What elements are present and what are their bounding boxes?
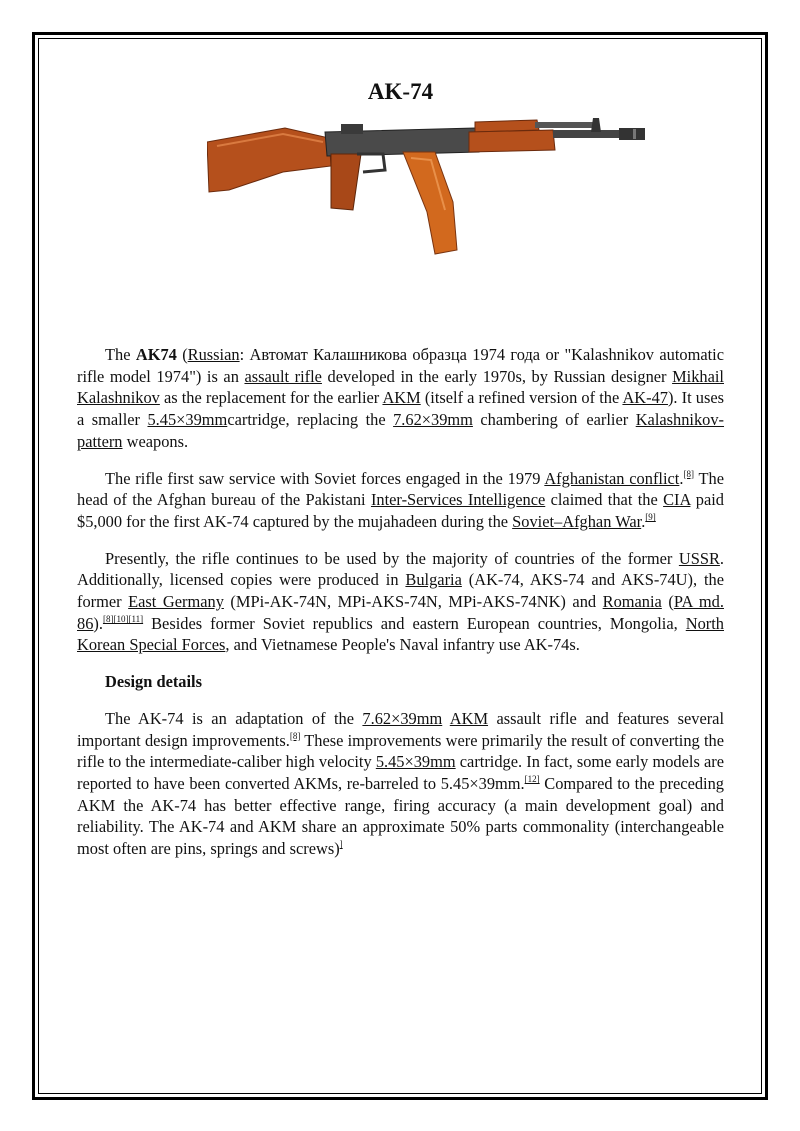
link-inter-services-intelligence[interactable]: Inter-Services Intelligence: [370, 490, 546, 510]
rifle-figure: [77, 112, 724, 344]
text: Compared to the preceding AKM the AK-74 has better effective range, firing accuracy (a main development goal) and reliability. The AK-74 and AKM share an approximate 50% parts commonality (interchangeable most often are pins, springs and screws): [77, 773, 724, 859]
document-body: [77, 72, 724, 875]
link-mikhail-kalashnikov[interactable]: Mikhail Kalashnikov: [77, 366, 724, 408]
link-russian[interactable]: Russian: [187, 345, 240, 364]
paragraph-users: [77, 548, 724, 657]
text: (AK-74, AKS-74 and AKS-74U), the former: [77, 570, 724, 612]
link-762x39mm[interactable]: 7.62×39mm: [362, 708, 443, 728]
text: These improvements were primarily the result of converting the rifle to the intermediate-caliber high velocity: [77, 730, 724, 772]
link-cia[interactable]: CIA: [663, 490, 691, 510]
text: paid $5,000 for the first AK-74 captured by the mujahadeen during the: [77, 490, 724, 531]
text: .: [679, 468, 684, 488]
text: , and Vietnamese People's Naval infantry use AK-74s.: [225, 635, 580, 655]
text: ). It uses a smaller: [77, 388, 724, 430]
text: Presently, the rifle continues to be used by the majority of countries of the former: [105, 548, 679, 568]
text: . Additionally, licensed copies were produced in: [77, 548, 724, 590]
section-heading-design-details: Design details: [105, 672, 202, 692]
text: (: [176, 345, 188, 364]
link-east-germany[interactable]: East Germany: [128, 592, 224, 612]
text: The rifle first saw service with Soviet forces engaged in the 1979: [105, 468, 545, 488]
text: cartridge. In fact, some early models are reported to have been converted AKMs, re-barreled to 5.45×39mm.: [77, 752, 724, 793]
text: developed in the early 1970s, by Russian designer: [321, 366, 673, 386]
ak74-rifle-image: [207, 118, 647, 258]
citation-link[interactable]: ]: [339, 839, 343, 850]
text: : Автомат Калашникова образца 1974 года or "Kalashnikov automatic rifle model 1974") is an: [77, 345, 724, 386]
paragraph-intro: [77, 344, 724, 453]
text: chambering of earlier: [472, 410, 636, 430]
text: ).: [93, 613, 103, 633]
link-ussr[interactable]: USSR: [678, 548, 720, 568]
citation-link[interactable]: [9]: [645, 511, 656, 522]
citation-link[interactable]: [8]: [289, 730, 301, 741]
link-545x39mm[interactable]: 5.45×39mm: [147, 410, 228, 430]
link-akm[interactable]: AKM: [449, 708, 489, 728]
citation-link[interactable]: [8]: [683, 468, 694, 479]
text: assault rifle and features several important design improvements.: [77, 708, 725, 750]
text: The: [105, 345, 136, 364]
page-title: AK-74: [367, 79, 434, 104]
paragraph-service: [77, 468, 724, 533]
text: [442, 709, 450, 728]
link-kalashnikov-pattern[interactable]: Kalashnikov-pattern: [77, 410, 725, 451]
text: The head of the Afghan bureau of the Pakistani: [77, 468, 724, 510]
text: weapons.: [122, 431, 189, 451]
text: (itself a refined version of the: [420, 388, 623, 408]
link-afghanistan-conflict[interactable]: Afghanistan conflict: [544, 468, 680, 488]
citation-link[interactable]: [8][10][11]: [102, 613, 144, 624]
text: as the replacement for the earlier: [159, 388, 383, 408]
text: The AK-74 is an adaptation of the: [105, 708, 363, 728]
text: (: [661, 592, 674, 612]
text: Besides former Soviet republics and eastern European countries, Mongolia,: [143, 613, 686, 633]
link-soviet-afghan-war[interactable]: Soviet–Afghan War: [512, 511, 642, 531]
link-north-korean-special-forces[interactable]: North Korean Special Forces: [77, 613, 724, 655]
link-762x39mm[interactable]: 7.62×39mm: [393, 410, 473, 430]
text: .: [641, 511, 646, 531]
link-pa-md-86[interactable]: PA md. 86: [77, 592, 724, 633]
paragraph-design: [77, 708, 724, 860]
text: claimed that the: [545, 490, 664, 510]
text: (MPi-AK-74N, MPi-AKS-74N, MPi-AKS-74NK) and: [223, 592, 603, 612]
link-assault-rifle[interactable]: assault rifle: [244, 366, 322, 386]
citation-link[interactable]: [12]: [524, 773, 540, 784]
bold-term-ak74: AK74: [135, 345, 177, 364]
text: cartridge, replacing the: [227, 410, 394, 430]
link-ak47[interactable]: AK-47: [622, 388, 668, 408]
link-bulgaria[interactable]: Bulgaria: [405, 570, 462, 590]
link-545x39mm[interactable]: 5.45×39mm: [375, 752, 456, 772]
link-romania[interactable]: Romania: [602, 592, 662, 612]
link-akm[interactable]: AKM: [382, 388, 421, 408]
